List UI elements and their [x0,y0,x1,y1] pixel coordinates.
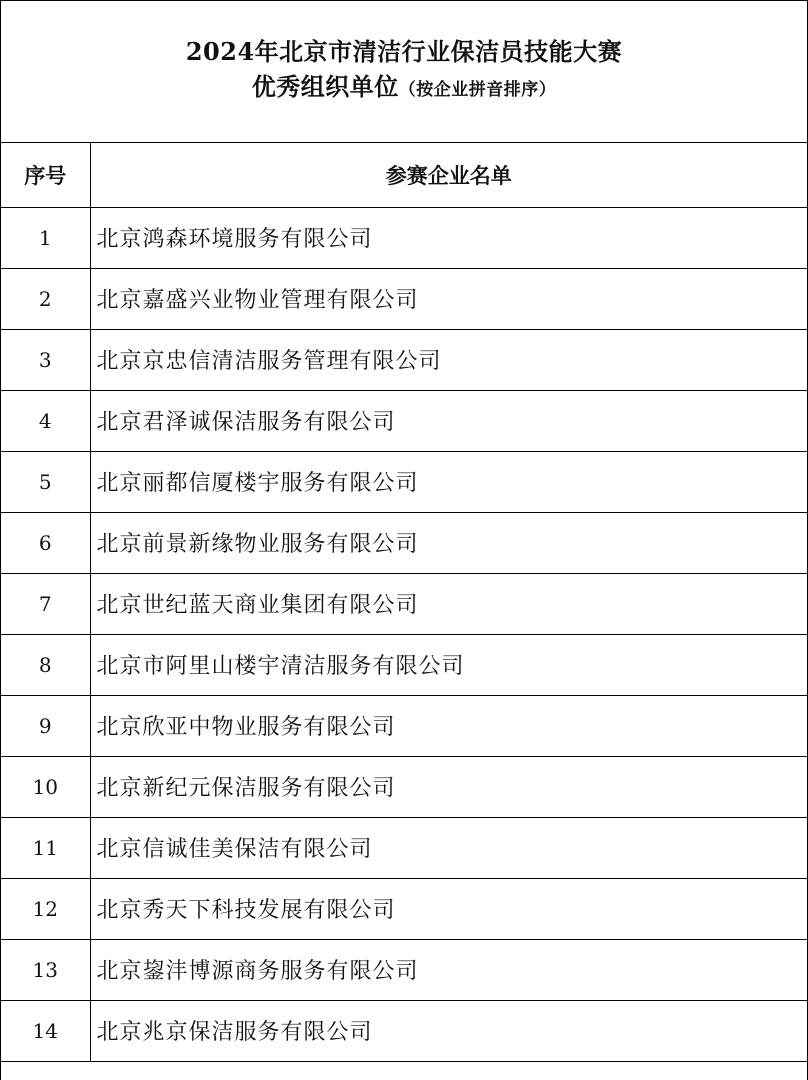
row-number: 10 [1,756,90,817]
company-name: 北京京忠信清洁服务管理有限公司 [90,329,807,390]
table-row [1,1000,807,1061]
company-name: 北京新纪元保洁服务有限公司 [90,756,807,817]
company-name: 北京鸿森环境服务有限公司 [90,207,807,268]
company-name: 北京世纪蓝天商业集团有限公司 [90,573,807,634]
table-row [1,451,807,512]
header-company-name: 参赛企业名单 [90,143,807,207]
company-name: 北京兆京保洁服务有限公司 [90,1000,807,1061]
row-number: 2 [1,268,90,329]
row-number: 13 [1,939,90,1000]
company-name: 北京秀天下科技发展有限公司 [90,878,807,939]
table-row [1,573,807,634]
row-number: 9 [1,695,90,756]
header-row [1,143,807,207]
company-name: 北京市阿里山楼宇清洁服务有限公司 [90,634,807,695]
document-title: 2024年北京市清洁行业保洁员技能大赛 [185,37,623,66]
company-table [1,143,807,1062]
table-row [1,390,807,451]
table-row [1,756,807,817]
company-name: 北京欣亚中物业服务有限公司 [90,695,807,756]
row-number: 6 [1,512,90,573]
row-number: 5 [1,451,90,512]
table-row [1,878,807,939]
row-number: 3 [1,329,90,390]
company-name: 北京前景新缘物业服务有限公司 [90,512,807,573]
sort-note: （按企业拼音排序） [398,80,557,100]
table-row [1,939,807,1000]
row-number: 8 [1,634,90,695]
row-number: 12 [1,878,90,939]
company-name: 北京君泽诚保洁服务有限公司 [90,390,807,451]
company-name: 北京鋆沣博源商务服务有限公司 [90,939,807,1000]
table-row [1,329,807,390]
table-row [1,512,807,573]
table-row [1,817,807,878]
table-row [1,207,807,268]
company-name: 北京嘉盛兴业物业管理有限公司 [90,268,807,329]
row-number: 1 [1,207,90,268]
table-row [1,634,807,695]
company-name: 北京信诚佳美保洁有限公司 [90,817,807,878]
title-block [1,1,807,143]
subtitle-text: 优秀组织单位 [251,72,399,101]
row-number: 4 [1,390,90,451]
row-number: 11 [1,817,90,878]
row-number: 7 [1,573,90,634]
table-row [1,268,807,329]
document-subtitle [1,69,807,108]
table-row [1,695,807,756]
header-no: 序号 [1,143,90,207]
row-number: 14 [1,1000,90,1061]
company-name: 北京丽都信厦楼宇服务有限公司 [90,451,807,512]
